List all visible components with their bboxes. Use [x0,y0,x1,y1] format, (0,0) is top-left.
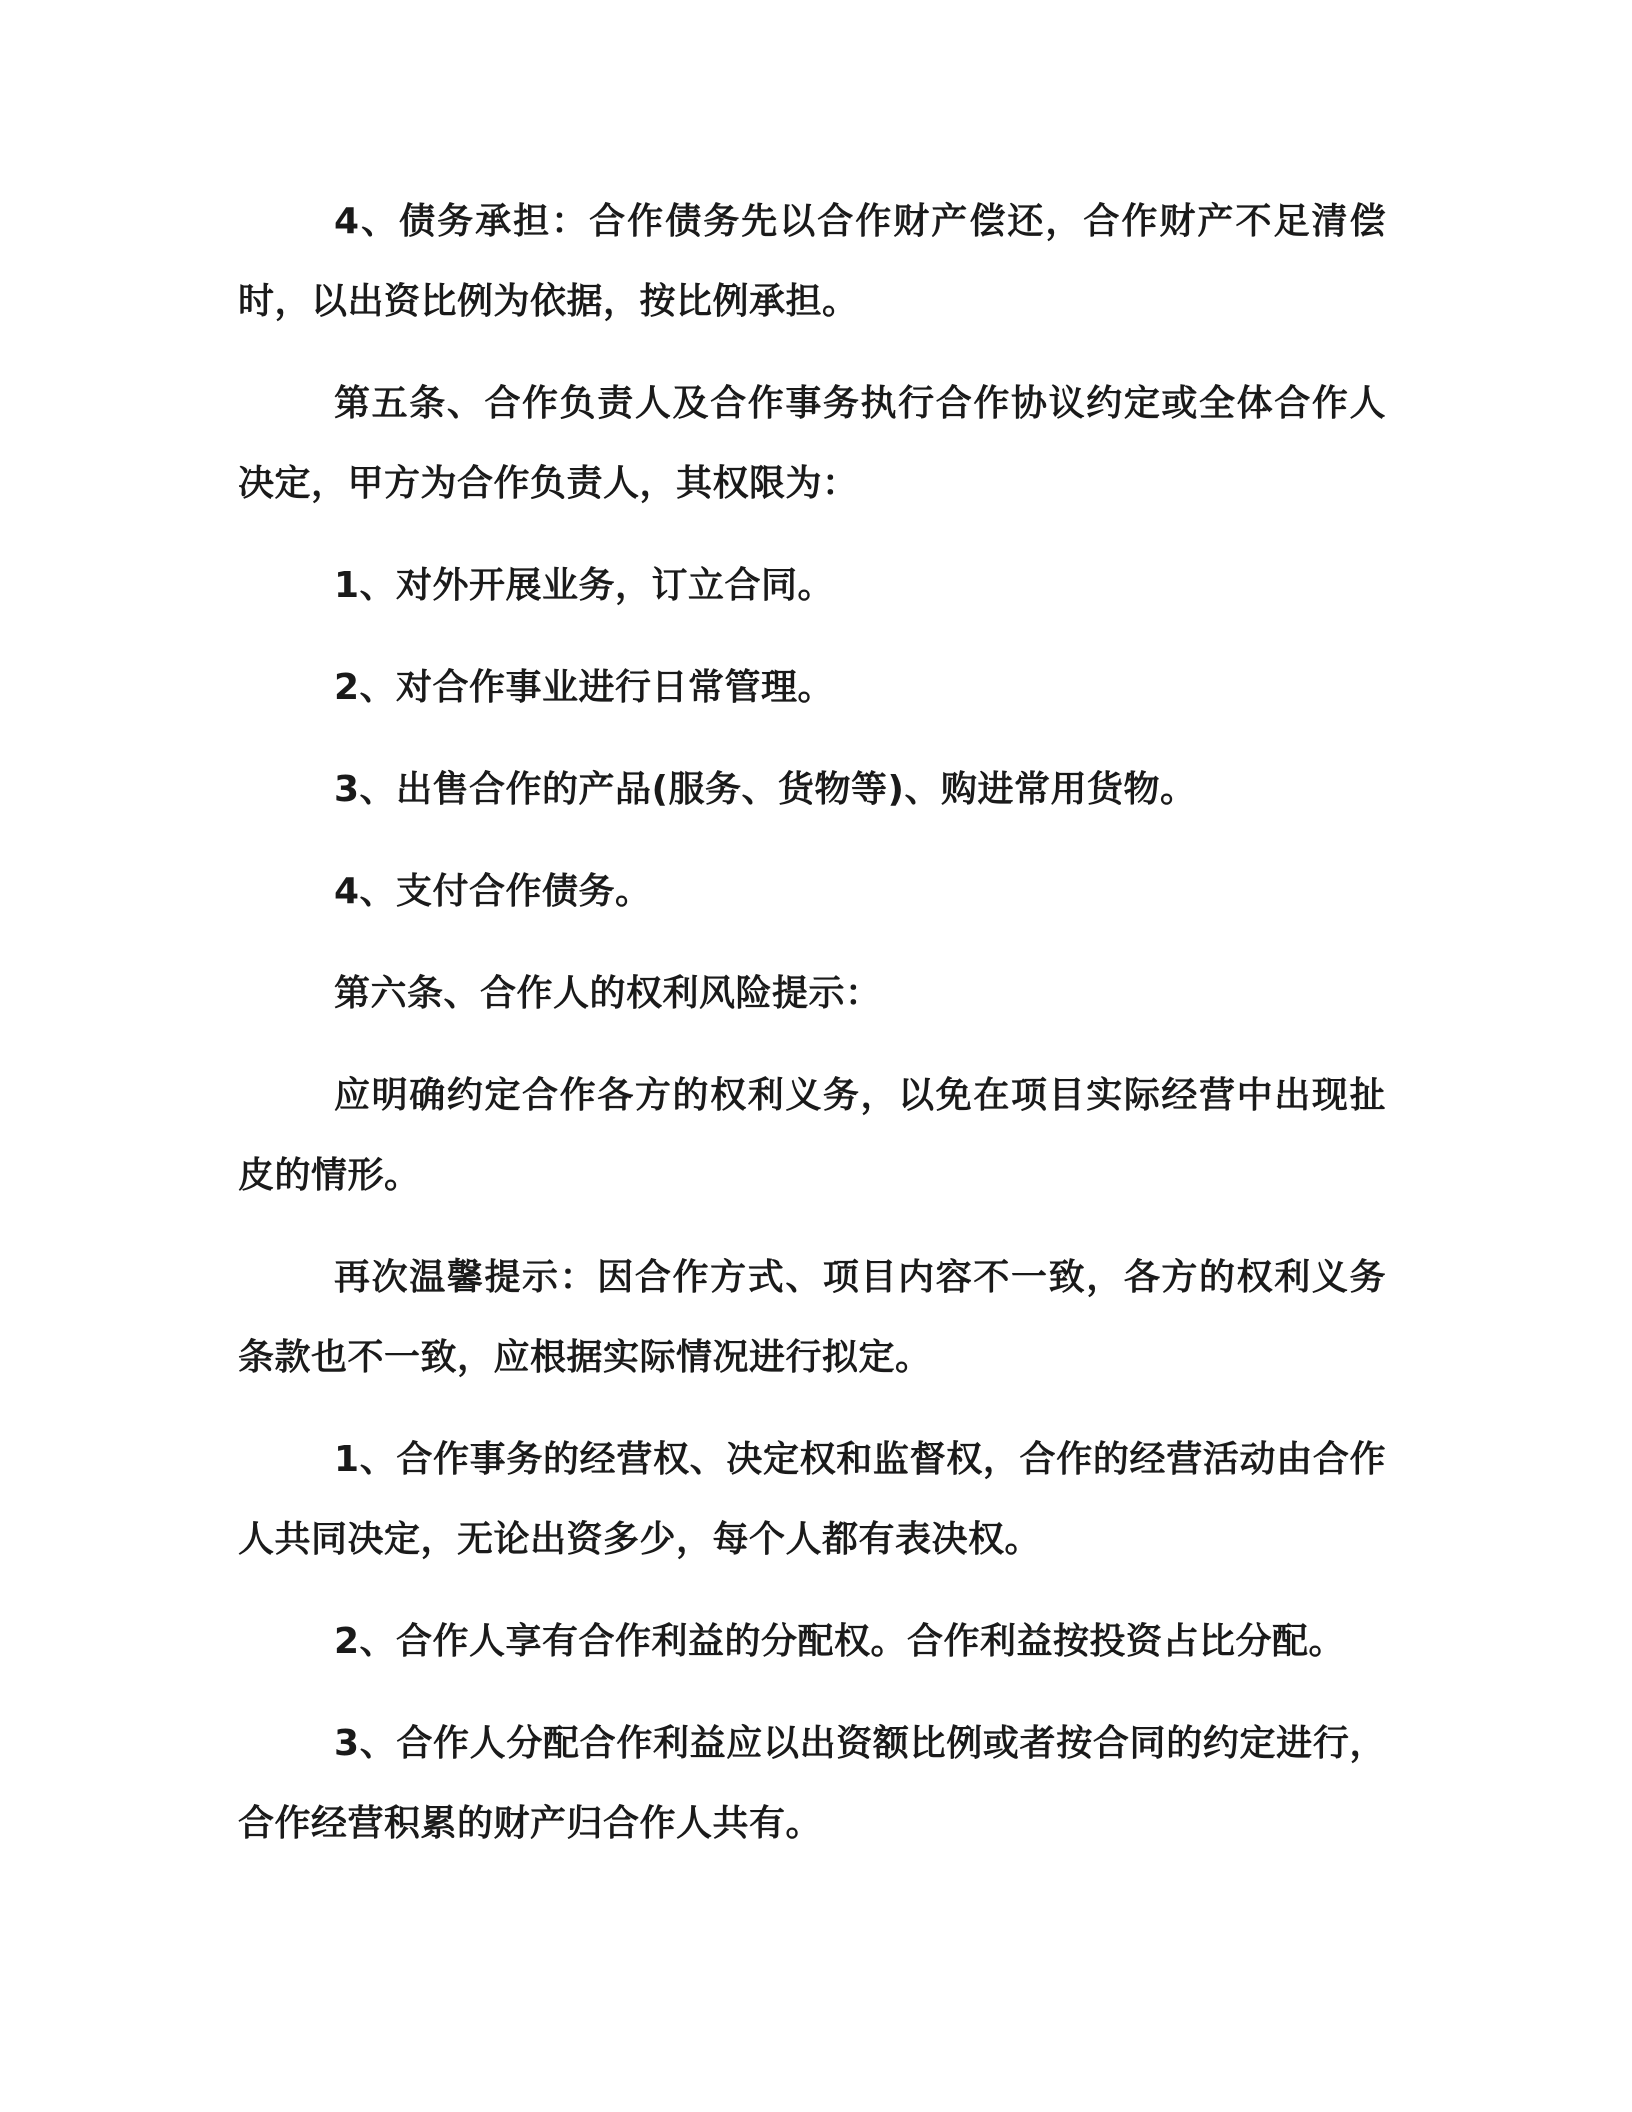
paragraph-authority-4: 4、支付合作债务。 [334,871,652,912]
paragraph-article-6: 第六条、合作人的权利风险提示： [334,973,882,1014]
paragraph-authority-2: 2、对合作事业进行日常管理。 [334,667,835,708]
paragraph-right-3: 3、合作人分配合作利益应以出资额比例或者按合同的约定进行，合作经营积累的财产归合作人共有。 [238,1723,1386,1844]
paragraph-article-5: 第五条、合作负责人及合作事务执行合作协议约定或全体合作人决定，甲方为合作负责人，其权限为： [238,383,1386,504]
paragraph-right-2: 2、合作人享有合作利益的分配权。合作利益按投资占比分配。 [334,1621,1346,1662]
paragraph-risk-note: 应明确约定合作各方的权利义务，以免在项目实际经营中出现扯皮的情形。 [238,1075,1386,1196]
paragraph-authority-1: 1、对外开展业务，订立合同。 [334,565,835,606]
document-body [238,182,1386,1864]
paragraph-debt-liability: 4、债务承担：合作债务先以合作财产偿还，合作财产不足清偿时，以出资比例为依据，按比例承担。 [238,201,1386,322]
paragraph-authority-3: 3、出售合作的产品(服务、货物等)、购进常用货物。 [334,769,1197,810]
paragraph-right-1: 1、合作事务的经营权、决定权和监督权，合作的经营活动由合作人共同决定，无论出资多少，每个人都有表决权。 [238,1439,1386,1560]
paragraph-reminder: 再次温馨提示：因合作方式、项目内容不一致，各方的权利义务条款也不一致，应根据实际情况进行拟定。 [238,1257,1386,1378]
